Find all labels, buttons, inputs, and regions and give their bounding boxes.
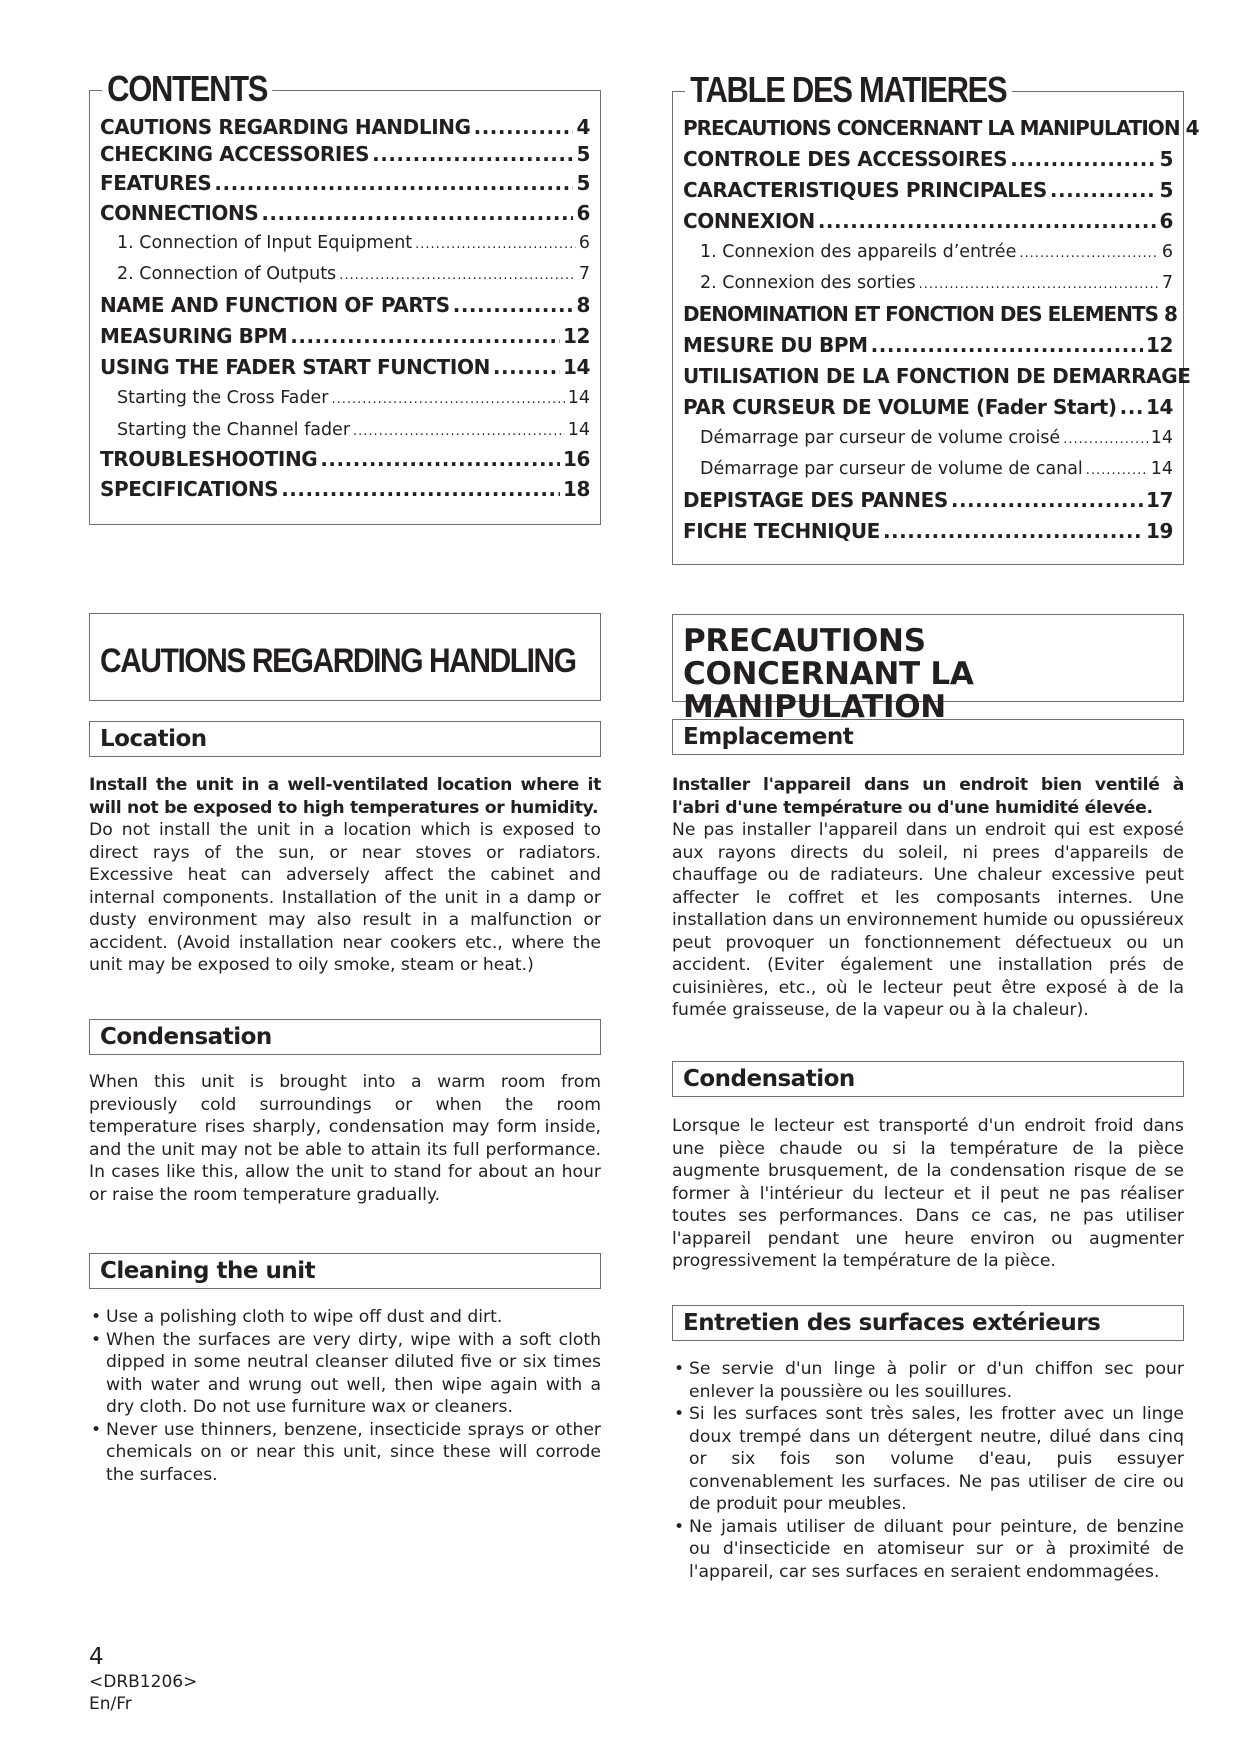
location-body: Do not install the unit in a location which is exposed to direct rays of the sun, or near stoves or radiators. Excessive heat can adversely affect the cabinet and internal components. Installation of the unit in a damp or dusty environment may also result in a malfunction or accident. (Avoid installation near cookers etc., where the unit may be exposed to oily smoke, steam or heat.) bbox=[89, 820, 601, 975]
entretien-list bbox=[672, 1358, 1184, 1583]
toc-item[interactable]: CONNECTIONS ..... 6 bbox=[100, 201, 590, 225]
list-item: • When the surfaces are very dirty, wipe with a soft cloth dipped in some neutral cleanser diluted five or six times with water and wrung out well, then wipe again with a dry cloth. Do not use furniture wax or cleaners. bbox=[91, 1329, 601, 1417]
subsection-heading-box bbox=[89, 721, 601, 757]
toc-item[interactable]: CONTROLE DES ACCESSOIRES ..... 5 bbox=[683, 147, 1173, 171]
condensation-body: Lorsque le lecteur est transporté d'un endroit froid dans une pièce chaude ou si la température de la pièce augmente brusquement, de la condensation risque de se former à l'intérieur du lecteur et il peut ne pas réaliser toutes ses performances. Dans ce cas, ne pas utiliser l'appareil pendant une heure environ ou augmenter progressivement la température de la pièce. bbox=[672, 1116, 1184, 1271]
toc-item[interactable]: MESURE DU BPM ..... 12 bbox=[683, 333, 1173, 357]
list-item: • Si les surfaces sont très sales, les frotter avec un linge doux trempé dans un détergent neutre, dilué dans cinq or six fois son volume d'eau, puis essuyer convenablement les surfaces. Ne pas utiliser de cire ou de produit pour meubles. bbox=[674, 1404, 1184, 1514]
toc-subitem[interactable]: 2. Connexion des sorties ..... 7 bbox=[683, 273, 1173, 293]
emplacement-body: Ne pas installer l'appareil dans un endroit qui est exposé aux rayons directs du soleil, ni prees d'appareils de chauffage ou de radiateurs. Une chaleur excessive peut affecter le coffret et les composants internes. Une installation dans un environnement humide ou opussiéreux peut provoquer un fonctionnement défectueux ou un accident. (Eviter également une installation prés de cuisinières, etc., où le lecteur peut être exposé à de la fumée graisseuse, de la vapeur ou à la chaleur). bbox=[672, 820, 1184, 1020]
cleaning-heading: Cleaning the unit bbox=[100, 1258, 316, 1284]
toc-item[interactable]: DEPISTAGE DES PANNES ..... 17 bbox=[683, 488, 1173, 512]
toc-item[interactable]: MEASURING BPM ..... 12 bbox=[100, 324, 590, 348]
list-item: • Se servie d'un linge à polir or d'un chiffon sec pour enlever la poussière ou les souillures. bbox=[674, 1359, 1184, 1402]
toc-item[interactable]: USING THE FADER START FUNCTION ..... 14 bbox=[100, 355, 590, 379]
toc-subitem[interactable]: 2. Connection of Outputs ..... 7 bbox=[100, 264, 590, 284]
toc-item[interactable]: PAR CURSEUR DE VOLUME (Fader Start) ..... 14 bbox=[683, 395, 1173, 419]
toc-item[interactable]: SPECIFICATIONS ..... 18 bbox=[100, 477, 590, 501]
toc-item[interactable]: CONNEXION ..... 6 bbox=[683, 209, 1173, 233]
subsection-heading-box bbox=[672, 1305, 1184, 1341]
toc-item[interactable]: PRECAUTIONS CONCERNANT LA MANIPULATION 4 bbox=[683, 116, 1199, 140]
table-des-matieres-box bbox=[672, 69, 1199, 565]
emplacement-heading: Emplacement bbox=[683, 724, 854, 750]
section-title: CAUTIONS REGARDING HANDLING bbox=[100, 642, 576, 680]
page-number: 4 bbox=[89, 1644, 104, 1670]
toc-subitem[interactable]: Démarrage par curseur de volume de canal ..... 14 bbox=[683, 459, 1173, 479]
cleaning-text bbox=[89, 1306, 601, 1486]
toc-item[interactable]: FICHE TECHNIQUE ..... 19 bbox=[683, 519, 1173, 543]
toc-item[interactable]: CHECKING ACCESSORIES ..... 5 bbox=[100, 142, 590, 166]
entretien-heading: Entretien des surfaces extérieurs bbox=[683, 1310, 1101, 1336]
condensation-text bbox=[89, 1071, 601, 1206]
toc-item[interactable]: DENOMINATION ET FONCTION DES ELEMENTS 8 bbox=[683, 302, 1177, 326]
contents-box bbox=[89, 68, 601, 525]
toc-item[interactable]: NAME AND FUNCTION OF PARTS ..... 8 bbox=[100, 293, 590, 317]
toc-item[interactable]: FEATURES ..... 5 bbox=[100, 171, 590, 195]
subsection-heading-box bbox=[672, 1061, 1184, 1097]
entretien-text bbox=[672, 1358, 1184, 1583]
page-footer bbox=[89, 1643, 197, 1715]
cleaning-list bbox=[89, 1306, 601, 1486]
location-text bbox=[89, 774, 601, 977]
section-title-box bbox=[672, 614, 1184, 725]
emplacement-text bbox=[672, 774, 1184, 1022]
toc-subitem[interactable]: Starting the Channel fader ..... 14 bbox=[100, 420, 590, 440]
toc-subitem[interactable]: 1. Connexion des appareils d’entrée ..... 6 bbox=[683, 242, 1173, 262]
list-item: • Use a polishing cloth to wipe off dust and dirt. bbox=[91, 1307, 503, 1327]
toc-item[interactable]: CARACTERISTIQUES PRINCIPALES ..... 5 bbox=[683, 178, 1173, 202]
toc-item[interactable]: CAUTIONS REGARDING HANDLING ..... 4 bbox=[100, 115, 590, 139]
toc-item[interactable]: TROUBLESHOOTING ..... 16 bbox=[100, 447, 590, 471]
condensation-body: When this unit is brought into a warm room from previously cold surroundings or when the room temperature rises sharply, condensation may form inside, and the unit may not be able to attain its full performance. In cases like this, allow the unit to stand for about an hour or raise the room temperature gradually. bbox=[89, 1072, 601, 1205]
subsection-heading-box bbox=[89, 1019, 601, 1055]
condensation-heading: Condensation bbox=[100, 1024, 272, 1050]
subsection-heading-box bbox=[89, 1253, 601, 1289]
section-title: PRECAUTIONS CONCERNANT LA MANIPULATION bbox=[683, 623, 974, 725]
list-item: • Never use thinners, benzene, insecticide sprays or other chemicals on or near this unit, since these will corrode the surfaces. bbox=[91, 1419, 601, 1485]
location-heading: Location bbox=[100, 726, 207, 752]
list-item: • Ne jamais utiliser de diluant pour peinture, de benzine ou d'insecticide en atomiseur sur or à proximité de l'appareil, car ses surfaces en seraient endommagées. bbox=[674, 1516, 1184, 1582]
toc-subitem[interactable]: 1. Connection of Input Equipment ..... 6 bbox=[100, 233, 590, 253]
subsection-heading-box bbox=[672, 719, 1184, 755]
table-des-matieres-title: TABLE DES MATIERES bbox=[685, 70, 1012, 110]
condensation-heading: Condensation bbox=[683, 1066, 855, 1092]
emplacement-lead: Installer l'appareil dans un endroit bien ventilé à l'abri d'une température ou d'une humidité élevée. bbox=[672, 775, 1184, 818]
toc-subitem[interactable]: Starting the Cross Fader ..... 14 bbox=[100, 388, 590, 408]
document-code: <DRB1206> bbox=[89, 1672, 198, 1692]
toc-subitem[interactable]: Démarrage par curseur de volume croisé ..... 14 bbox=[683, 428, 1173, 448]
toc-item[interactable]: UTILISATION DE LA FONCTION DE DEMARRAGE bbox=[683, 364, 1191, 388]
condensation-text bbox=[672, 1115, 1184, 1273]
location-lead: Install the unit in a well-ventilated location where it will not be exposed to high temperatures or humidity. bbox=[89, 775, 601, 818]
language-code: En/Fr bbox=[89, 1694, 132, 1714]
section-title-box bbox=[89, 613, 601, 701]
contents-title: CONTENTS bbox=[102, 69, 272, 109]
